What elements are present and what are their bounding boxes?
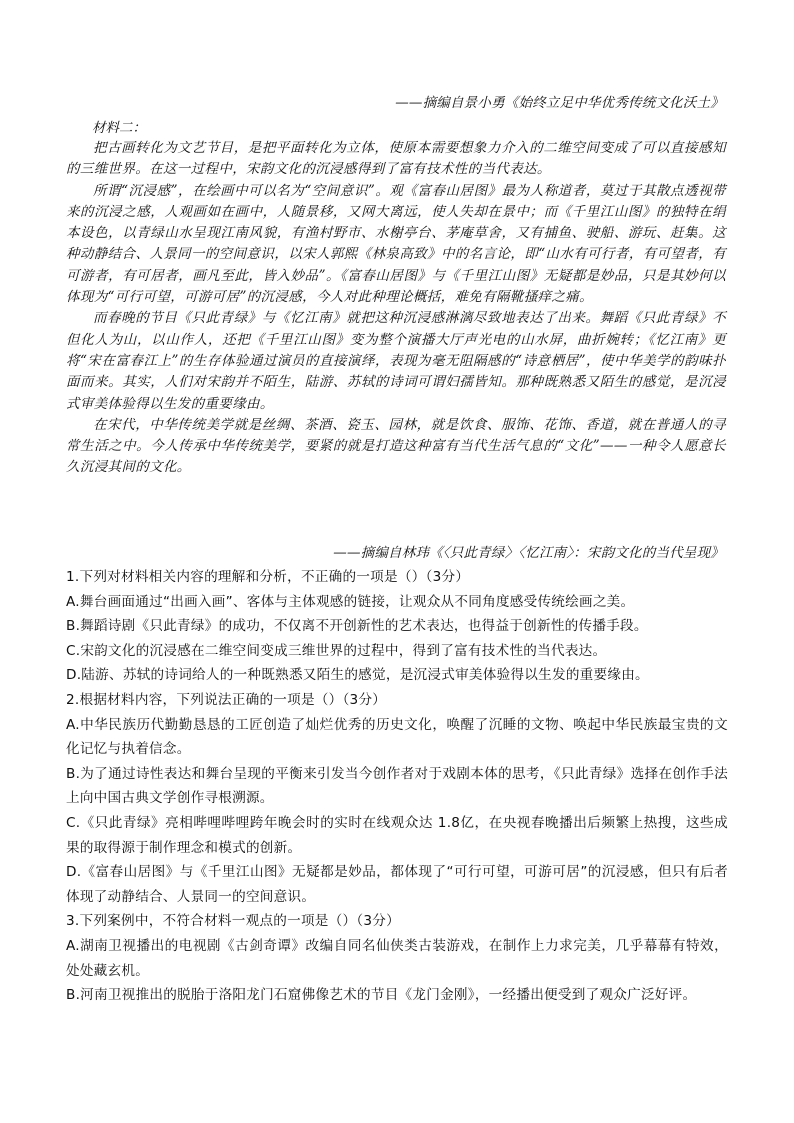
question-3-stem: 3.下列案例中，不符合材料一观点的一项是（）（3分）	[66, 913, 400, 930]
question-1-option-d: D.陆游、苏轼的诗词给人的一种既熟悉又陌生的感觉，是沉浸式审美体验得以生发的重要缘由。	[66, 667, 649, 684]
source-citation-2: ——摘编自林玮《〈只此青绿〉〈忆江南〉：宋韵文化的当代呈现》	[333, 545, 724, 561]
question-2-option-a: A.中华民族历代勤勤恳恳的工匠创造了灿烂优秀的历史文化，唤醒了沉睡的文物、唤起中华民族最宝贵的文化记忆与执着信念。	[66, 716, 728, 758]
source-citation-1: ——摘编自景小勇《始终立足中华优秀传统文化沃土》	[395, 95, 724, 111]
question-1-option-b: B.舞蹈诗剧《只此青绿》的成功，不仅离不开创新性的艺术表达，也得益于创新性的传播手段。	[66, 618, 648, 635]
material-2-passage	[66, 138, 726, 479]
question-2-stem: 2.根据材料内容，下列说法正确的一项是（）（3分）	[66, 691, 387, 708]
question-2-option-d: D.《富春山居图》与《千里江山图》无疑都是妙品，都体现了“可行可望，可游可居”的沉浸感，但只有后者体现了动静结合、人景同一的空间意识。	[66, 864, 728, 905]
paragraph: 把古画转化为文艺节目，是把平面转化为立体，使原本需要想象力介入的二维空间变成了可以直接感知的三维世界。在这一过程中，宋韵文化的沉浸感得到了富有技术性的当代表达。	[66, 140, 726, 178]
material-2-heading: 材料二：	[92, 120, 146, 136]
paragraph: 而春晚的节目《只此青绿》与《忆江南》就把这种沉浸感淋漓尽致地表达了出来。舞蹈《只此青绿》不但化人为山，以山作人，还把《千里江山图》变为整个演播大厅声光电的山水屏，曲折婉转；《忆江南》更将“宋在富春江上”的生存体验通过演员的直接演绎，表现为毫无阻隔感的“诗意栖居”，使中华美学的韵味扑面而来。其实，人们对宋韵并不陌生，陆游、苏轼的诗词可谓妇孺皆知。那种既熟悉又陌生的感觉，是沉浸式审美体验得以生发的重要缘由。	[66, 310, 726, 412]
question-2-option-c: C.《只此青绿》亮相哔哩哔哩跨年晚会时的实时在线观众达 1.8亿，在央视春晚播出后频繁上热搜，这些成果的取得源于制作理念和模式的创新。	[66, 814, 728, 856]
question-1-stem: 1.下列对材料相关内容的理解和分析，不正确的一项是（）（3分）	[66, 569, 470, 585]
question-1-option-c: C.宋韵文化的沉浸感在二维空间变成三维世界的过程中，得到了富有技术性的当代表达。	[66, 642, 607, 659]
paragraph: 在宋代，中华传统美学就是丝绸、茶酒、瓷玉、园林，就是饮食、服饰、花饰、香道，就在普通人的寻常生活之中。今人传承中华传统美学，要紧的就是打造这种富有当代生活气息的“文化”——一种令人愿意长久沉浸其间的文化。	[66, 416, 726, 476]
question-1-option-a: A.舞台画面通过“出画入画”、客体与主体观感的链接，让观众从不同角度感受传统绘画之美。	[66, 593, 635, 610]
question-3-option-a: A.湖南卫视播出的电视剧《古剑奇谭》改编自同名仙侠类古装游戏，在制作上力求完美，几乎幕幕有特效，处处藏玄机。	[66, 937, 728, 979]
question-2-option-b: B.为了通过诗性表达和舞台呈现的平衡来引发当今创作者对于戏剧本体的思考，《只此青绿》选择在创作手法上向中国古典文学创作寻根溯源。	[66, 765, 728, 807]
question-3-option-b: B.河南卫视推出的脱胎于洛阳龙门石窟佛像艺术的节目《龙门金刚》，一经播出便受到了观众广泛好评。	[66, 987, 697, 1004]
questions-section	[66, 565, 728, 1008]
paragraph: 所谓“沉浸感”，在绘画中可以名为“空间意识”。观《富春山居图》最为人称道者，莫过于其散点透视带来的沉浸之感，人观画如在画中，人随景移，又网大离远，使人失却在景中；而《千里江山图》的独特在绢本设色，以青绿山水呈现江南风貌，有渔村野市、水榭亭台、茅庵草舍，又有捕鱼、驶船、游玩、赶集。这种动静结合、人景同一的空间意识，以宋人郭熙《林泉高致》中的名言论，即“山水有可行者，有可望者，有可游者，有可居者，画凡至此，皆入妙品”。《富春山居图》与《千里江山图》无疑都是妙品，只是其妙何以体现为“可行可望，可游可居”的沉浸感，今人对此种理论概括，难免有隔靴搔痒之痛。	[66, 182, 726, 306]
